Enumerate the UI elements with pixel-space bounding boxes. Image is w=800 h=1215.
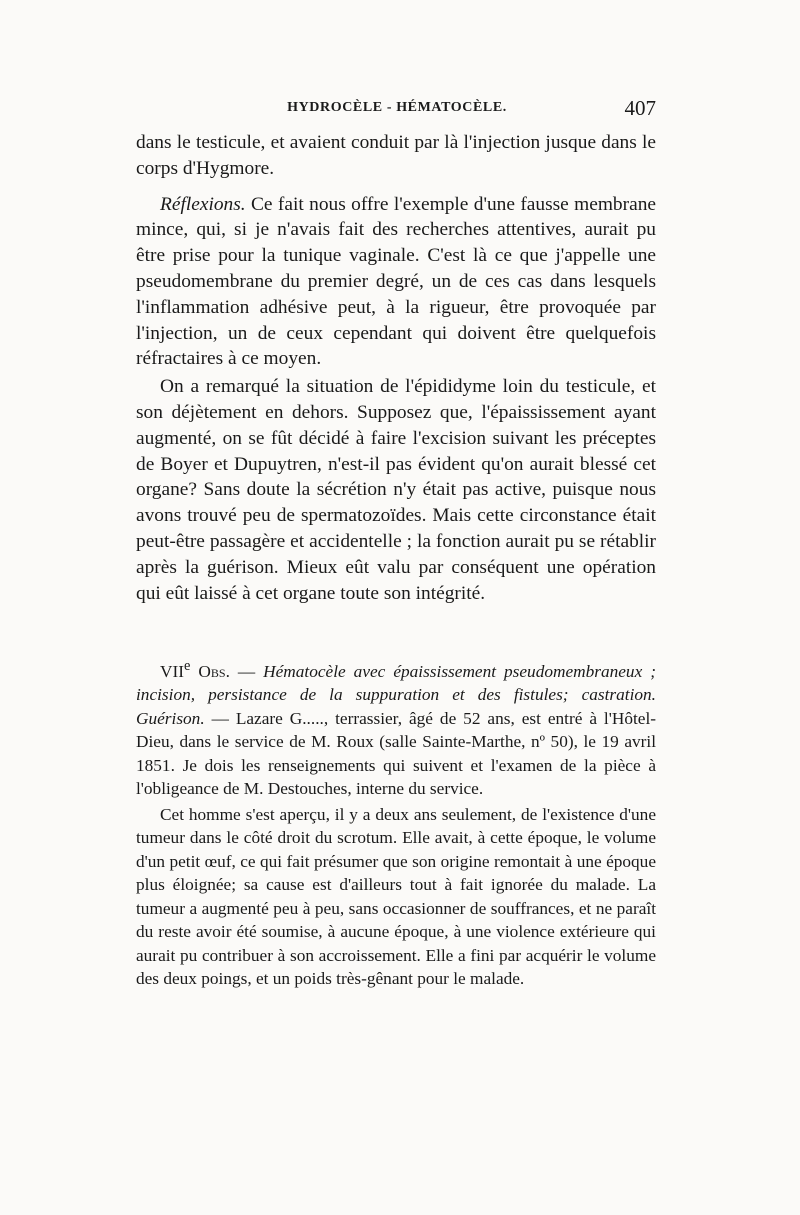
observation-intro: — Lazare G....., terrassier, âgé de 52 ans, est entré à l'Hôtel-Dieu, dans le service de M. Roux (salle Sainte-Marthe, nº 50), le 19 avril 1851. Je dois les renseignements qui suivent et l'examen de la pièce à l'obligeance de M. Destouches, interne du service. [136, 708, 656, 799]
paragraph-continuation: dans le testicule, et avaient conduit par là l'injection jusque dans le corps d'Hygmore. [136, 132, 656, 179]
page-header [136, 96, 658, 122]
observation-heading [136, 655, 656, 801]
observation-text [136, 655, 656, 991]
reflexions-text: Ce fait nous offre l'exemple d'une fausse membrane mince, qui, si je n'avais fait des recherches attentives, aurait pu être prise pour la tunique vaginale. C'est là ce que j'appelle une pseudomembrane du premier degré, un de ces cas dans lesquels l'inflammation adhésive peut, à la rigueur, être provoquée par l'injection, un de ceux cependant qui doivent être quelquefois réfractaires à ce moyen. [136, 193, 656, 370]
observation-dash: — [229, 661, 264, 681]
paragraph-reflexions [136, 192, 656, 373]
observation-number-sup: e [184, 658, 191, 674]
observation-label: Obs. [198, 661, 230, 681]
page-number: 407 [624, 96, 656, 120]
observation-number: VII [160, 661, 184, 681]
running-title: HYDROCÈLE - HÉMATOCÈLE. [287, 100, 507, 115]
observation-title: Hématocèle avec épaississement pseudomembraneux ; incision, persistance de la suppuration et des fistules; castration. Guérison. [136, 661, 656, 728]
reflexions-label: Réflexions. [160, 193, 246, 215]
paragraph-epididyme: On a remarqué la situation de l'épididyme loin du testicule, et son déjètement en dehors. Supposez que, l'épaississement ayant augmenté, on se fût décidé à faire l'excision suivant les préceptes de Boyer et Dupuytren, n'est-il pas évident qu'on aurait blessé cet organe? Sans doute la sécrétion n'y était pas active, puisque nous avons trouvé peu de spermatozoïdes. Mais cette circonstance était peut-être passagère et accidentelle ; la fonction aurait pu se rétablir après la guérison. Mieux eût valu par conséquent une opération qui eût laissé à cet organe toute son intégrité. [136, 376, 656, 604]
main-text [136, 130, 656, 606]
paragraph-history: Cet homme s'est aperçu, il y a deux ans seulement, de l'existence d'une tumeur dans le côté droit du scrotum. Elle avait, à cette époque, le volume d'un petit œuf, ce qui fait présumer que son origine remontait à une époque plus éloignée; sa cause est d'ailleurs tout à fait ignorée du malade. La tumeur a augmenté peu à peu, sans occasionner de souffrances, et ne paraît du reste avoir été soumise, à aucune époque, à une violence extérieure qui aurait pu contribuer à son accroissement. Elle a fini par acquérir le volume des deux poings, et un poids très-gênant pour le malade. [136, 804, 656, 989]
